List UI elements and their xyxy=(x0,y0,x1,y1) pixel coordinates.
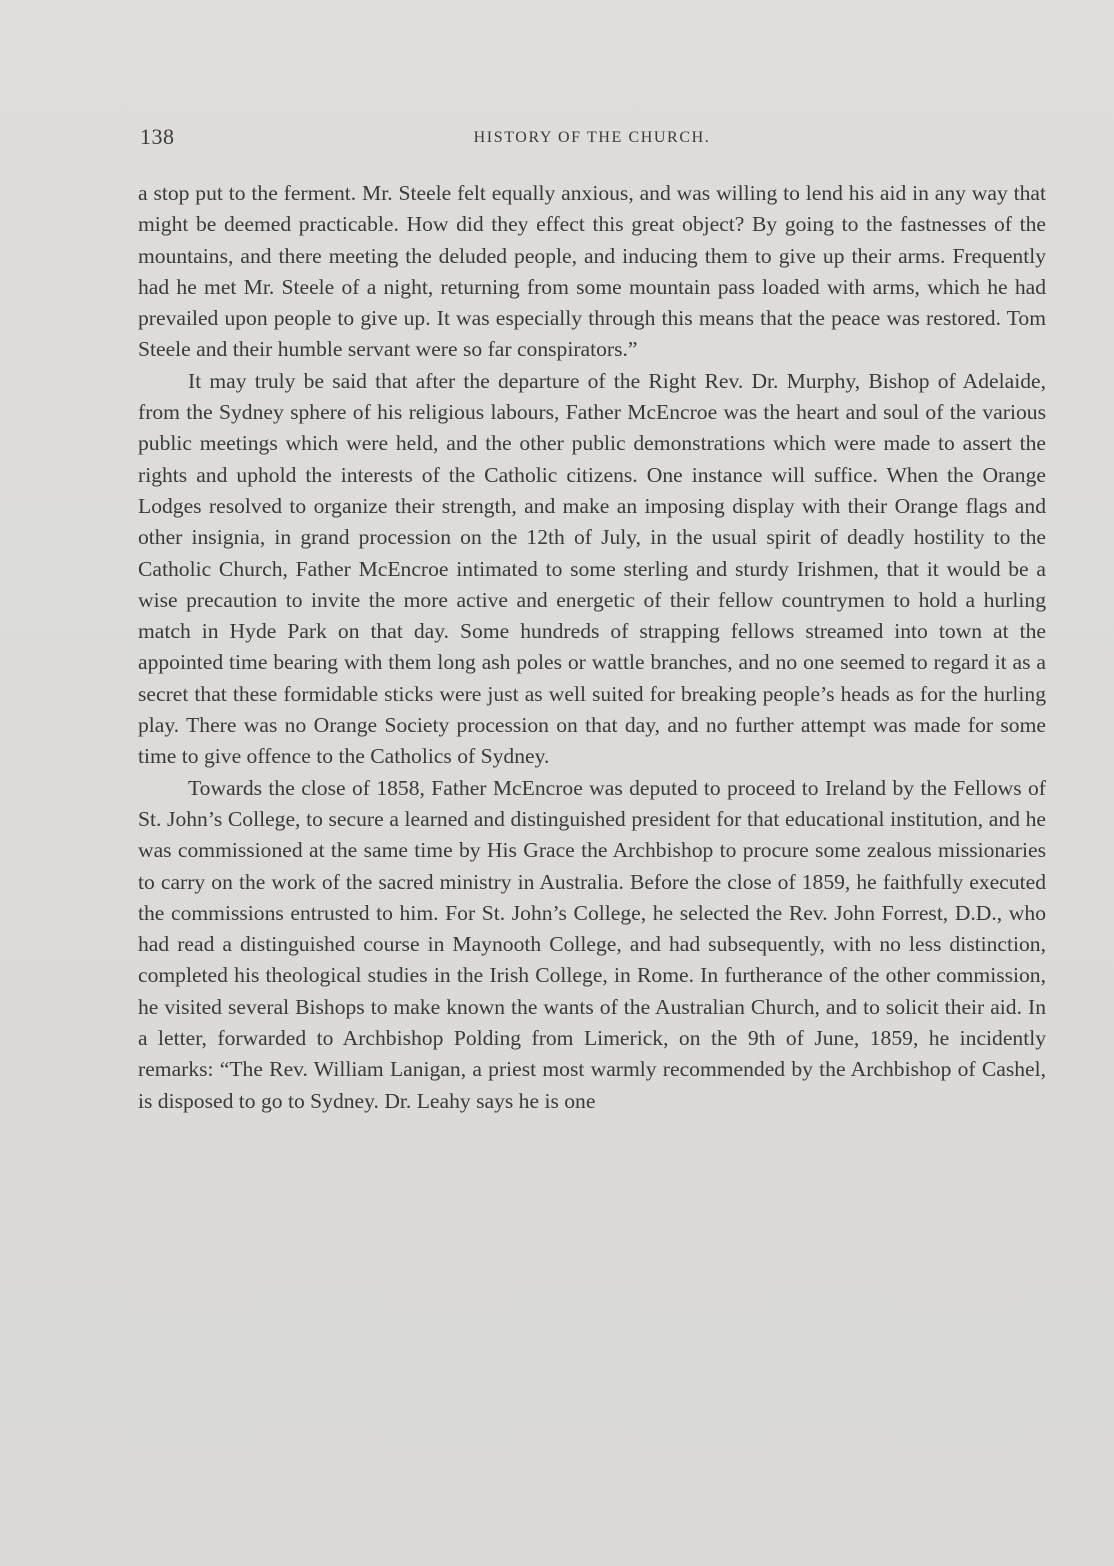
page-number: 138 xyxy=(140,124,175,149)
body-text xyxy=(138,178,1046,1117)
paragraph-continued: a stop put to the ferment. Mr. Steele felt equally anxious, and was willing to lend his aid in any way that might be deemed practicable. How did they effect this great object? By going to the fastnesses of the mountains, and there meeting the deluded people, and inducing them to give up their arms. Frequently had he met Mr. Steele of a night, returning from some mountain pass loaded with arms, which he had prevailed upon people to give up. It was especially through this means that the peace was restored. Tom Steele and their humble servant were so far conspirators.” xyxy=(138,181,1046,362)
paragraph-orange-lodges: It may truly be said that after the departure of the Right Rev. Dr. Murphy, Bishop of Adelaide, from the Sydney sphere of his religious labours, Father McEncroe was the heart and soul of the various public meetings which were held, and the other public demonstrations which were made to assert the rights and uphold the interests of the Catholic citizens. One instance will suffice. When the Orange Lodges resolved to organize their strength, and make an imposing display with their Orange flags and other insignia, in grand procession on the 12th of July, in the usual spirit of deadly hostility to the Catholic Church, Father McEncroe intimated to some sterling and sturdy Irishmen, that it would be a wise precaution to invite the more active and energetic of their fellow countrymen to hold a hurling match in Hyde Park on that day. Some hundreds of strapping fellows streamed into town at the appointed time bearing with them long ash poles or wattle branches, and no one seemed to regard it as a secret that these formidable sticks were just as well suited for breaking people’s heads as for the hurling play. There was no Orange Society procession on that day, and no further attempt was made for some time to give offence to the Catholics of Sydney. xyxy=(138,368,1046,769)
paragraph-mission-to-ireland: Towards the close of 1858, Father McEncroe was deputed to proceed to Ireland by the Fellows of St. John’s College, to secure a learned and distinguished president for that educational institution, and he was commissioned at the same time by His Grace the Archbishop to procure some zealous missionaries to carry on the work of the sacred ministry in Australia. Before the close of 1859, he faithfully executed the commissions entrusted to him. For St. John’s College, he selected the Rev. John Forrest, D.D., who had read a distinguished course in Maynooth College, and had subsequently, with no less distinction, completed his theological studies in the Irish College, in Rome. In furtherance of the other commission, he visited several Bishops to make known the wants of the Australian Church, and to solicit their aid. In a letter, forwarded to Archbishop Polding from Limerick, on the 9th of June, 1859, he incidently remarks: “The Rev. William Lanigan, a priest most warmly recommended by the Archbishop of Cashel, is disposed to go to Sydney. Dr. Leahy says he is one xyxy=(138,775,1046,1113)
page-header xyxy=(138,124,1046,156)
running-head: HISTORY OF THE CHURCH. xyxy=(473,129,711,146)
